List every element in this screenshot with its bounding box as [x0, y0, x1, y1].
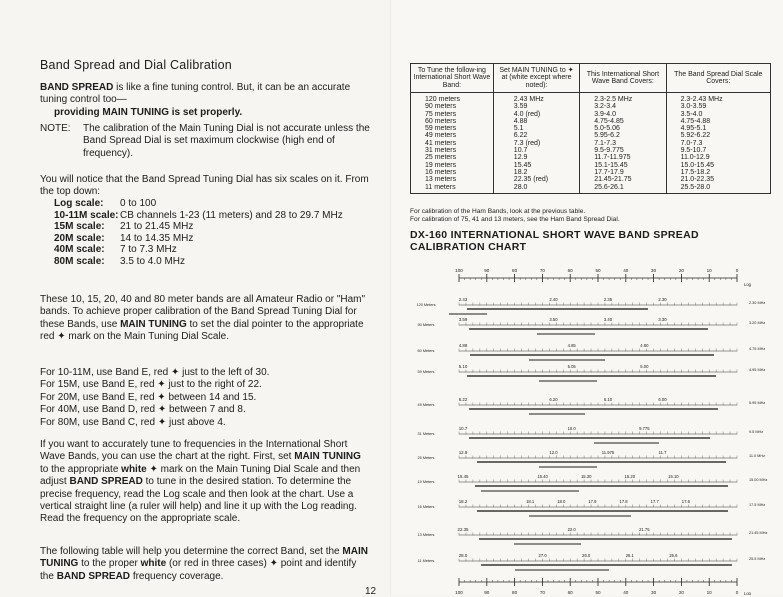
table-header: This International Short Wave Band Covers:: [580, 64, 666, 93]
scale-value: 21 to 21.45 MHz: [120, 221, 194, 233]
chart-row-mark: 2.35: [603, 297, 613, 302]
table-cell: 15.0-15.45: [666, 162, 770, 169]
chart-row-start: 18.2: [458, 499, 468, 504]
chart-row-mark: 9.775: [639, 426, 650, 431]
tbl-bold-1: MAIN TUNING: [40, 546, 368, 570]
table-cell: 22.35 (red): [493, 176, 579, 183]
log-tick-label: 60: [567, 590, 573, 595]
table-cell: 21.45-21.75: [580, 176, 666, 183]
log-tick-label: 20: [678, 590, 684, 595]
log-tick-label: 100: [455, 590, 463, 595]
table-cell: 28.0: [493, 184, 579, 194]
scale-key: 10-11M scale:: [54, 209, 119, 221]
log-tick-label: 90: [484, 590, 490, 595]
chart-row-mhz: 3.20 MHz: [749, 321, 766, 325]
chart-row-mark: 17.7: [650, 499, 659, 504]
log-tick-label: 0: [735, 268, 739, 273]
chart-row-mhz: 9.5 MHz: [749, 430, 764, 434]
table-cell: 21.0-22.35: [666, 176, 770, 183]
table-cell: 3.9-4.0: [580, 111, 666, 118]
table-cell: 9.5-10.7: [666, 147, 770, 154]
chart-row-mhz: 25.5 MHz: [749, 557, 766, 561]
log-tick-label: 0: [735, 590, 739, 595]
table-cell: 3.59: [493, 103, 579, 110]
band-setting: For 20M, use Band E, red ✦ between 14 and 15.: [40, 391, 257, 403]
table-cell: 18.2: [493, 169, 579, 176]
note-text: The calibration of the Main Tuning Dial is not accurate unless the Band Spread Dial is set maximum clockwise (high end of frequency).: [83, 123, 370, 159]
chart-row-mhz: 17.5 MHz: [749, 503, 766, 507]
scale-row: [40, 256, 360, 268]
tbl-text-3: (or red in three cases) ✦ point and identify the: [40, 558, 357, 582]
chart-row-label: 19 Meters: [417, 480, 435, 484]
log-tick-label: 70: [539, 268, 545, 273]
table-cell: 25 meters: [411, 154, 494, 161]
sw-text-3: ✦ mark on the Main Tuning Dial Scale and then adjust: [40, 463, 361, 488]
amateur-text-2: to set the dial pointer to the appropriate red ✦ mark on the Main Tuning Dial Scale.: [40, 318, 364, 343]
chart-row-mark: 3.50: [549, 317, 558, 322]
chart-row-mhz: 2.30 MHz: [749, 301, 766, 305]
table-cell: 31 meters: [411, 147, 494, 154]
scale-value: 14 to 14.35 MHz: [120, 232, 194, 244]
chart-row-start: 15.45: [457, 474, 469, 479]
chart-row-label: 59 Meters: [417, 370, 435, 374]
table-cell: 5.1: [493, 125, 579, 132]
chart-row-start: 2.43: [458, 297, 468, 302]
table-cell: 19 meters: [411, 162, 494, 169]
chart-row-mark: 17.9: [588, 499, 597, 504]
amateur-bold: MAIN TUNING: [120, 318, 187, 330]
chart-row-label: 120 Meters: [416, 303, 436, 307]
scale-row: [40, 198, 360, 210]
intro-text: is like a fine tuning control. But, it can be an accurate tuning control too—: [40, 82, 351, 106]
table-cell: 25.5-28.0: [666, 184, 770, 194]
page-number: 12: [365, 586, 377, 597]
chart-row-mark: 12.0: [549, 450, 558, 455]
table-cell: 41 meters: [411, 140, 494, 147]
chart-row-mark: 15.10: [668, 474, 679, 479]
band-setting: For 10-11M, use Band E, red ✦ just to the left of 30.: [40, 367, 270, 378]
sw-bold-3: BAND SPREAD: [69, 476, 143, 488]
scale-key: 15M scale:: [54, 221, 105, 233]
table-cell: 4.75-4.85: [580, 118, 666, 125]
log-tick-label: 60: [567, 268, 573, 273]
scale-value: 7 to 7.3 MHz: [120, 244, 177, 256]
note-paragraph: [40, 123, 370, 160]
table-cell: 17.7-17.9: [580, 169, 666, 176]
chart-title: DX-160 INTERNATIONAL SHORT WAVE BAND SPREAD CALIBRATION CHART: [410, 229, 699, 253]
table-header: To Tune the follow-ing International Short Wave Band:: [411, 64, 494, 93]
scale-row: [40, 244, 360, 256]
table-cell: 4.75-4.88: [666, 118, 770, 125]
table-cell: 3.5-4.0: [666, 111, 770, 118]
table-cell: 5.92-6.22: [666, 132, 770, 139]
chart-row-label: 25 Meters: [417, 456, 435, 460]
table-cell: 15.45: [493, 162, 579, 169]
table-cell: 3.2-3.4: [580, 103, 666, 110]
shortwave-paragraph: [40, 439, 370, 526]
sw-bold-2: white: [121, 463, 147, 475]
chart-row-mark: 27.0: [538, 553, 547, 558]
chart-row-mhz: 4.75 MHz: [749, 347, 766, 351]
chart-row-mark: 4.80: [640, 343, 649, 348]
chart-row-mark: 15.30: [580, 474, 592, 479]
chart-row-mark: 6.00: [658, 397, 667, 402]
chart-row-mark: 15.40: [537, 474, 548, 479]
table-cell: 5.0-5.06: [580, 125, 666, 132]
table-cell: 2.3-2.43 MHz: [666, 93, 770, 104]
table-cell: 60 meters: [411, 118, 494, 125]
chart-row-mark: 21.75: [639, 527, 650, 532]
sw-bold-1: MAIN TUNING: [294, 451, 361, 463]
chart-row-mark: 5.05: [567, 364, 576, 369]
sw-text-2: to the appropriate: [40, 463, 119, 475]
log-tick-label: 50: [595, 590, 601, 595]
calibration-note: For calibration of the Ham Bands, look at the previous table.: [410, 208, 586, 215]
band-setting: For 80M, use Band C, red ✦ just above 4.: [40, 416, 226, 428]
chart-row-mark: 2.30: [658, 297, 667, 302]
table-cell: 3.0-3.59: [666, 103, 770, 110]
table-cell: 4.88: [493, 118, 579, 125]
scales-intro: You will notice that the Band Spread Tuning Dial has six scales on it. From the top down:: [40, 174, 369, 198]
chart-row-mark: 26.1: [625, 553, 634, 558]
table-cell: 16 meters: [411, 169, 494, 176]
scale-row: [40, 221, 360, 233]
left-page: [0, 0, 392, 595]
table-cell: 90 meters: [411, 103, 494, 110]
tbl-bold-3: BAND SPREAD: [56, 570, 131, 582]
intro-paragraph: [40, 82, 370, 119]
chart-row-start: 6.22: [458, 397, 468, 402]
log-label: Log: [744, 282, 751, 287]
intro-line2: providing MAIN TUNING is set properly.: [54, 106, 243, 118]
chart-row-mark: 6.10: [603, 397, 613, 402]
table-cell: 49 meters: [411, 132, 494, 139]
chart-row-label: 11 Meters: [417, 559, 435, 563]
table-cell: 4.95-5.1: [666, 125, 770, 132]
chart-row-label: 49 Meters: [417, 403, 435, 407]
calibration-chart-svg: [392, 0, 783, 595]
log-tick-label: 30: [651, 590, 657, 595]
scale-key: Log scale:: [54, 198, 104, 209]
amateur-text-1: These 10, 15, 20, 40 and 80 meter bands are all Amateur Radio or "Ham" bands. To achieve proper calibration of the Band Spread Tuning Dial for these Bands, use: [40, 294, 366, 330]
chart-row-mhz: 5.95 MHz: [749, 401, 766, 405]
chart-row-label: 60 Meters: [417, 349, 435, 353]
scale-value: CB channels 1-23 (11 meters) and 28 to 29.7 MHz: [120, 209, 343, 221]
section-heading: Band Spread and Dial Calibration: [40, 58, 232, 72]
log-tick-label: 70: [539, 590, 545, 595]
scale-row: [40, 210, 360, 222]
chart-row-start: 5.10: [458, 364, 468, 369]
chart-row-mark: 18.0: [557, 499, 566, 504]
chart-row-label: 90 Meters: [417, 323, 435, 327]
amateur-paragraph: [40, 294, 370, 344]
chart-row-mark: 2.40: [549, 297, 558, 302]
log-label: Log: [744, 591, 751, 595]
table-cell: 2.3-2.5 MHz: [580, 93, 666, 104]
log-tick-label: 80: [512, 268, 518, 273]
table-cell: 6.22: [493, 132, 579, 139]
table-cell: 75 meters: [411, 111, 494, 118]
log-tick-label: 40: [623, 590, 629, 595]
table-cell: 10.7: [493, 147, 579, 154]
scale-row: [40, 233, 360, 245]
tbl-text-1: The following table will help you determine the correct Band, set the: [40, 546, 340, 557]
tbl-text-2: to the proper: [81, 558, 138, 570]
band-setting: For 40M, use Band D, red ✦ between 7 and 8.: [40, 404, 246, 416]
table-header: Set MAIN TUNING to ✦ at (white except where noted):: [493, 64, 579, 93]
chart-row-start: 10.7: [458, 426, 468, 431]
chart-row-mark: 17.8: [619, 499, 628, 504]
table-cell: 17.5-18.2: [666, 169, 770, 176]
log-tick-label: 100: [455, 268, 463, 273]
chart-row-mhz: 15.00 MHz: [749, 478, 768, 482]
log-tick-label: 90: [484, 268, 490, 273]
log-tick-label: 20: [678, 268, 684, 273]
scale-value: 0 to 100: [120, 198, 157, 209]
chart-row-mark: 22.0: [567, 527, 576, 532]
log-tick-label: 10: [706, 590, 712, 595]
table-cell: 11.0-12.9: [666, 154, 770, 161]
table-cell: 7.3 (red): [493, 140, 579, 147]
scale-value: 3.5 to 4.0 MHz: [120, 255, 186, 267]
chart-row-mark: 10.0: [567, 426, 576, 431]
chart-row-start: 12.9: [458, 450, 468, 455]
table-cell: 2.43 MHz: [493, 93, 579, 104]
calibration-chart: [392, 0, 783, 595]
chart-row-mhz: 11.0 MHz: [749, 454, 765, 458]
table-cell: 13 meters: [411, 176, 494, 183]
sw-text-4: to tune in the desired station. To determine the precise frequency, read the Log scale and then look at the chart. Use a vertical straight line (a ruler will help) and line it up with the Log reading. Read the frequency on the appropriate scale.: [40, 476, 357, 525]
sw-text-1: If you want to accurately tune to frequencies in the International Short Wave Bands, you can use the chart at the right. First, set: [40, 439, 348, 463]
table-cell: 7.1-7.3: [580, 140, 666, 147]
chart-row-mhz: 4.95 MHz: [749, 368, 766, 372]
table-paragraph: [40, 546, 370, 583]
table-cell: 120 meters: [411, 93, 494, 104]
band-settings-list: [40, 367, 370, 429]
chart-row-mark: 11.7: [658, 450, 667, 455]
chart-row-mark: 18.1: [526, 499, 535, 504]
table-cell: 5.95-6.2: [580, 132, 666, 139]
chart-row-mark: 11.975: [601, 450, 615, 455]
chart-row-mark: 3.30: [658, 317, 667, 322]
scales-list: [40, 198, 360, 268]
chart-row-mark: 26.0: [582, 553, 591, 558]
band-setting: For 15M, use Band E, red ✦ just to the right of 22.: [40, 379, 262, 391]
chart-row-mark: 4.85: [567, 343, 576, 348]
table-cell: 9.5-9.775: [580, 147, 666, 154]
table-header: The Band Spread Dial Scale Covers:: [666, 64, 770, 93]
chart-row-mark: 17.6: [681, 499, 690, 504]
chart-row-start: 22.35: [457, 527, 469, 532]
chart-row-start: 28.0: [458, 553, 468, 558]
scale-key: 40M scale:: [54, 244, 105, 256]
chart-row-start: 3.59: [458, 317, 468, 322]
log-tick-label: 80: [512, 590, 518, 595]
tbl-text-4: frequency coverage.: [132, 570, 224, 582]
tbl-bold-2: white: [140, 558, 167, 570]
scale-key: 80M scale:: [54, 255, 105, 267]
table-cell: 12.9: [493, 154, 579, 161]
chart-row-mark: 6.20: [549, 397, 558, 402]
log-tick-label: 40: [623, 268, 629, 273]
chart-row-label: 31 Meters: [417, 432, 435, 436]
chart-row-label: 13 Meters: [417, 533, 435, 537]
log-tick-label: 30: [651, 268, 657, 273]
table-cell: 7.0-7.3: [666, 140, 770, 147]
chart-row-mark: 15.20: [624, 474, 636, 479]
chart-row-mhz: 21.45 MHz: [749, 531, 768, 535]
chart-row-mark: 5.00: [640, 364, 649, 369]
chart-row-label: 16 Meters: [417, 505, 435, 509]
chart-row-start: 4.88: [458, 343, 468, 348]
table-cell: 4.0 (red): [493, 111, 579, 118]
table-cell: 11.7-11.975: [580, 154, 666, 161]
chart-row-mark: 3.40: [603, 317, 613, 322]
table-cell: 15.1-15.45: [580, 162, 666, 169]
intro-bold: BAND SPREAD: [40, 82, 114, 93]
note-label: NOTE:: [40, 123, 71, 134]
chart-row-mark: 25.6: [669, 553, 678, 558]
scale-key: 20M scale:: [54, 232, 105, 244]
log-tick-label: 50: [595, 268, 601, 273]
table-cell: 59 meters: [411, 125, 494, 132]
log-tick-label: 10: [706, 268, 712, 273]
calibration-note: For calibration of 75, 41 and 13 meters, see the Ham Band Spread Dial.: [410, 216, 620, 224]
table-cell: 25.6-26.1: [580, 184, 666, 194]
table-cell: 11 meters: [411, 184, 494, 194]
